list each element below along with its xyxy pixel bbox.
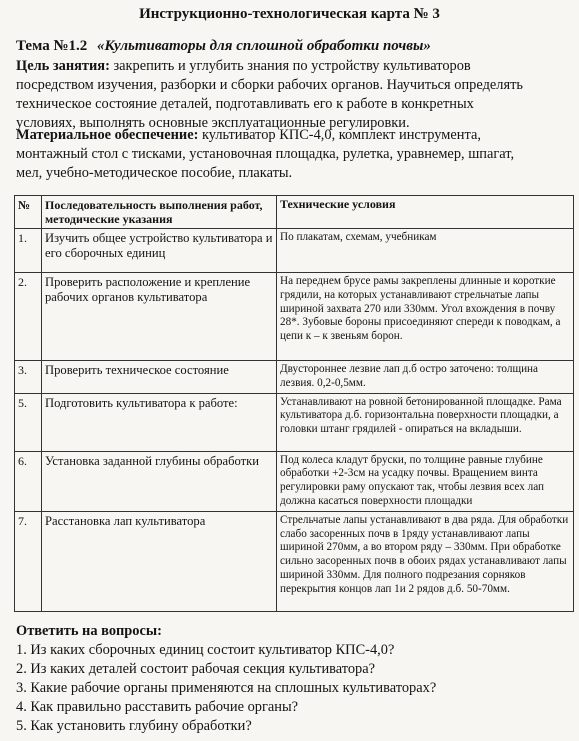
table-row	[15, 451, 574, 511]
row-conditions: По плакатам, схемам, учебникам	[277, 229, 574, 273]
list-item: 3. Какие рабочие органы применяются на сплошных культиваторах?	[16, 680, 437, 696]
list-item: 2. Из каких деталей состоит рабочая секция культиватора?	[16, 661, 376, 677]
questions-heading: Ответить на вопросы:	[16, 623, 162, 639]
row-conditions: Устанавливают на ровной бетонированной площадке. Рама культиватора д.б. горизонтальна поверхности площадки, а головки штанг грядилей - опираться на вкладыши.	[277, 393, 574, 451]
row-step: Подготовить культиватора к работе:	[42, 393, 277, 451]
questions-list	[16, 641, 572, 736]
table-row	[15, 229, 574, 273]
table-row	[15, 361, 574, 394]
goal-line: посредством изучения, разборки и сборки рабочих органов. Научиться определять	[16, 77, 523, 93]
goal-label: Цель занятия:	[16, 58, 110, 74]
goal-paragraph	[16, 57, 572, 133]
material-line: монтажный стол с тисками, установочная площадка, рулетка, уравнемер, шпагат,	[16, 146, 515, 162]
list-item: 4. Как правильно расставить рабочие органы?	[16, 699, 299, 715]
row-step: Проверить техническое состояние	[42, 361, 277, 394]
material-paragraph	[16, 126, 572, 183]
row-step: Изучить общее устройство культиватора и его сборочных единиц	[42, 229, 277, 273]
row-conditions: На переднем брусе рамы закреплены длинные и короткие грядили, на которых устанавливают стрельчатые лапы шириной захвата 270 или 330мм. Угол вхождения в почву 28*. Зубовые бороны присоединяют спереди к поводкам, а цепи к – к звеньям борон.	[277, 273, 574, 361]
topic-number: Тема №1.2	[16, 38, 88, 54]
page-title: Инструкционно-технологическая карта № 3	[139, 6, 440, 22]
material-label: Материальное обеспечение:	[16, 127, 199, 143]
instruction-table	[14, 195, 574, 612]
table-row	[15, 273, 574, 361]
list-item: 1. Из каких сборочных единиц состоит культиватор КПС-4,0?	[16, 642, 395, 658]
table-row	[15, 511, 574, 611]
goal-line: техническое состояние деталей, подготавливать его к работе в конкретных	[16, 96, 474, 112]
table-row	[15, 393, 574, 451]
row-conditions: Под колеса кладут бруски, по толщине равные глубине обработки +2-3см на усадку почвы. Вращением винта регулировки раму опускают так, чтобы лезвия всех лап должна касаться поверхности площадки	[277, 451, 574, 511]
material-line: мел, учебно-методическое пособие, плакаты.	[16, 165, 293, 181]
questions-section	[16, 622, 572, 736]
row-conditions: Стрельчатые лапы устанавливают в два ряда. Для обработки слабо засоренных почв в 1ряду устанавливают лапы шириной 270мм, а во втором ряду – 330мм. При обработке сильно засоренных почв в обоих рядах устанавливают лапы шириной 330мм. Для полного подрезания сорняков перекрытия концов лап 1и 2 рядов д.б. 50-70мм.	[277, 511, 574, 611]
row-step: Проверить расположение и крепление рабочих органов культиватора	[42, 273, 277, 361]
goal-line: закрепить и углубить знания по устройству культиваторов	[109, 58, 471, 74]
topic-name: «Культиваторы для сплошной обработки почвы»	[97, 38, 431, 54]
row-number: 3.	[15, 361, 42, 394]
row-conditions: Двустороннее лезвие лап д.б остро заточено: толщина лезвия. 0,2-0,5мм.	[277, 361, 574, 394]
material-line: культиватор КПС-4,0, комплект инструмента,	[198, 127, 481, 143]
goal-line: условиях, выполнять основные эксплуатационные регулировки.	[16, 115, 410, 131]
row-number: 1.	[15, 229, 42, 273]
header-steps: Последовательность выполнения работ, методические указания	[42, 196, 277, 229]
header-conditions: Технические условия	[277, 196, 574, 229]
list-item: 5. Как установить глубину обработки?	[16, 718, 252, 734]
row-number: 7.	[15, 511, 42, 611]
row-number: 6.	[15, 451, 42, 511]
row-step: Расстановка лап культиватора	[42, 511, 277, 611]
topic-line	[16, 38, 431, 55]
table-header-row	[15, 196, 574, 229]
row-step: Установка заданной глубины обработки	[42, 451, 277, 511]
row-number: 2.	[15, 273, 42, 361]
row-number: 5.	[15, 393, 42, 451]
header-number: №	[15, 196, 42, 229]
